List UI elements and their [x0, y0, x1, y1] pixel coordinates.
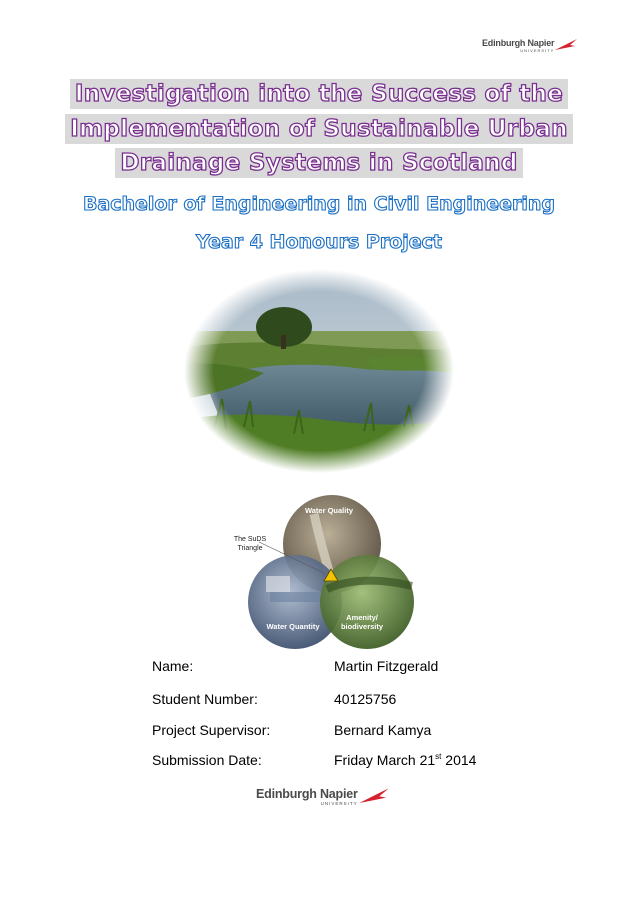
title-line-1: Investigation into the Success of the [0, 79, 638, 109]
logo-name: Edinburgh Napier [256, 787, 358, 801]
amenity-label-line1: Amenity/ [346, 613, 378, 622]
logo-swoosh-icon [358, 787, 390, 807]
logo-university: UNIVERSITY [520, 48, 555, 53]
suds-callout-line2: Triangle [237, 545, 263, 552]
suds-callout-line1: The SuDS [233, 536, 267, 543]
student-number-label: Student Number: [152, 691, 258, 707]
project-title: Year 4 Honours Project [196, 231, 442, 253]
suds-triangle-diagram [222, 494, 418, 652]
logo-wordmark [256, 787, 358, 807]
submission-date-value [334, 752, 476, 768]
wetland-photo [184, 269, 454, 474]
university-logo-bottom [256, 787, 390, 807]
submission-date-year: 2014 [441, 752, 477, 768]
student-number-value: 40125756 [334, 691, 397, 707]
degree-title: Bachelor of Engineering in Civil Engineering [82, 193, 556, 215]
amenity-label-line2: biodiversity [340, 622, 384, 631]
water-quality-label: Water Quality [304, 506, 354, 515]
water-quantity-label: Water Quantity [266, 622, 320, 631]
supervisor-label: Project Supervisor: [152, 722, 271, 738]
title-line-2: Implementation of Sustainable Urban [0, 114, 638, 144]
logo-wordmark [482, 38, 554, 53]
logo-name: Edinburgh Napier [482, 38, 555, 48]
submission-date-main: Friday March 21 [334, 752, 436, 768]
logo-university: UNIVERSITY [320, 801, 358, 806]
amenity-circle [320, 555, 414, 649]
university-logo-top [482, 38, 578, 53]
submission-date-label: Submission Date: [152, 752, 262, 768]
name-label: Name: [152, 658, 194, 674]
name-value: Martin Fitzgerald [334, 658, 439, 674]
submission-date-ordinal: st [435, 752, 442, 761]
logo-swoosh-icon [554, 38, 578, 53]
title-line-3: Drainage Systems in Scotland [0, 148, 638, 178]
supervisor-value: Bernard Kamya [334, 722, 432, 738]
